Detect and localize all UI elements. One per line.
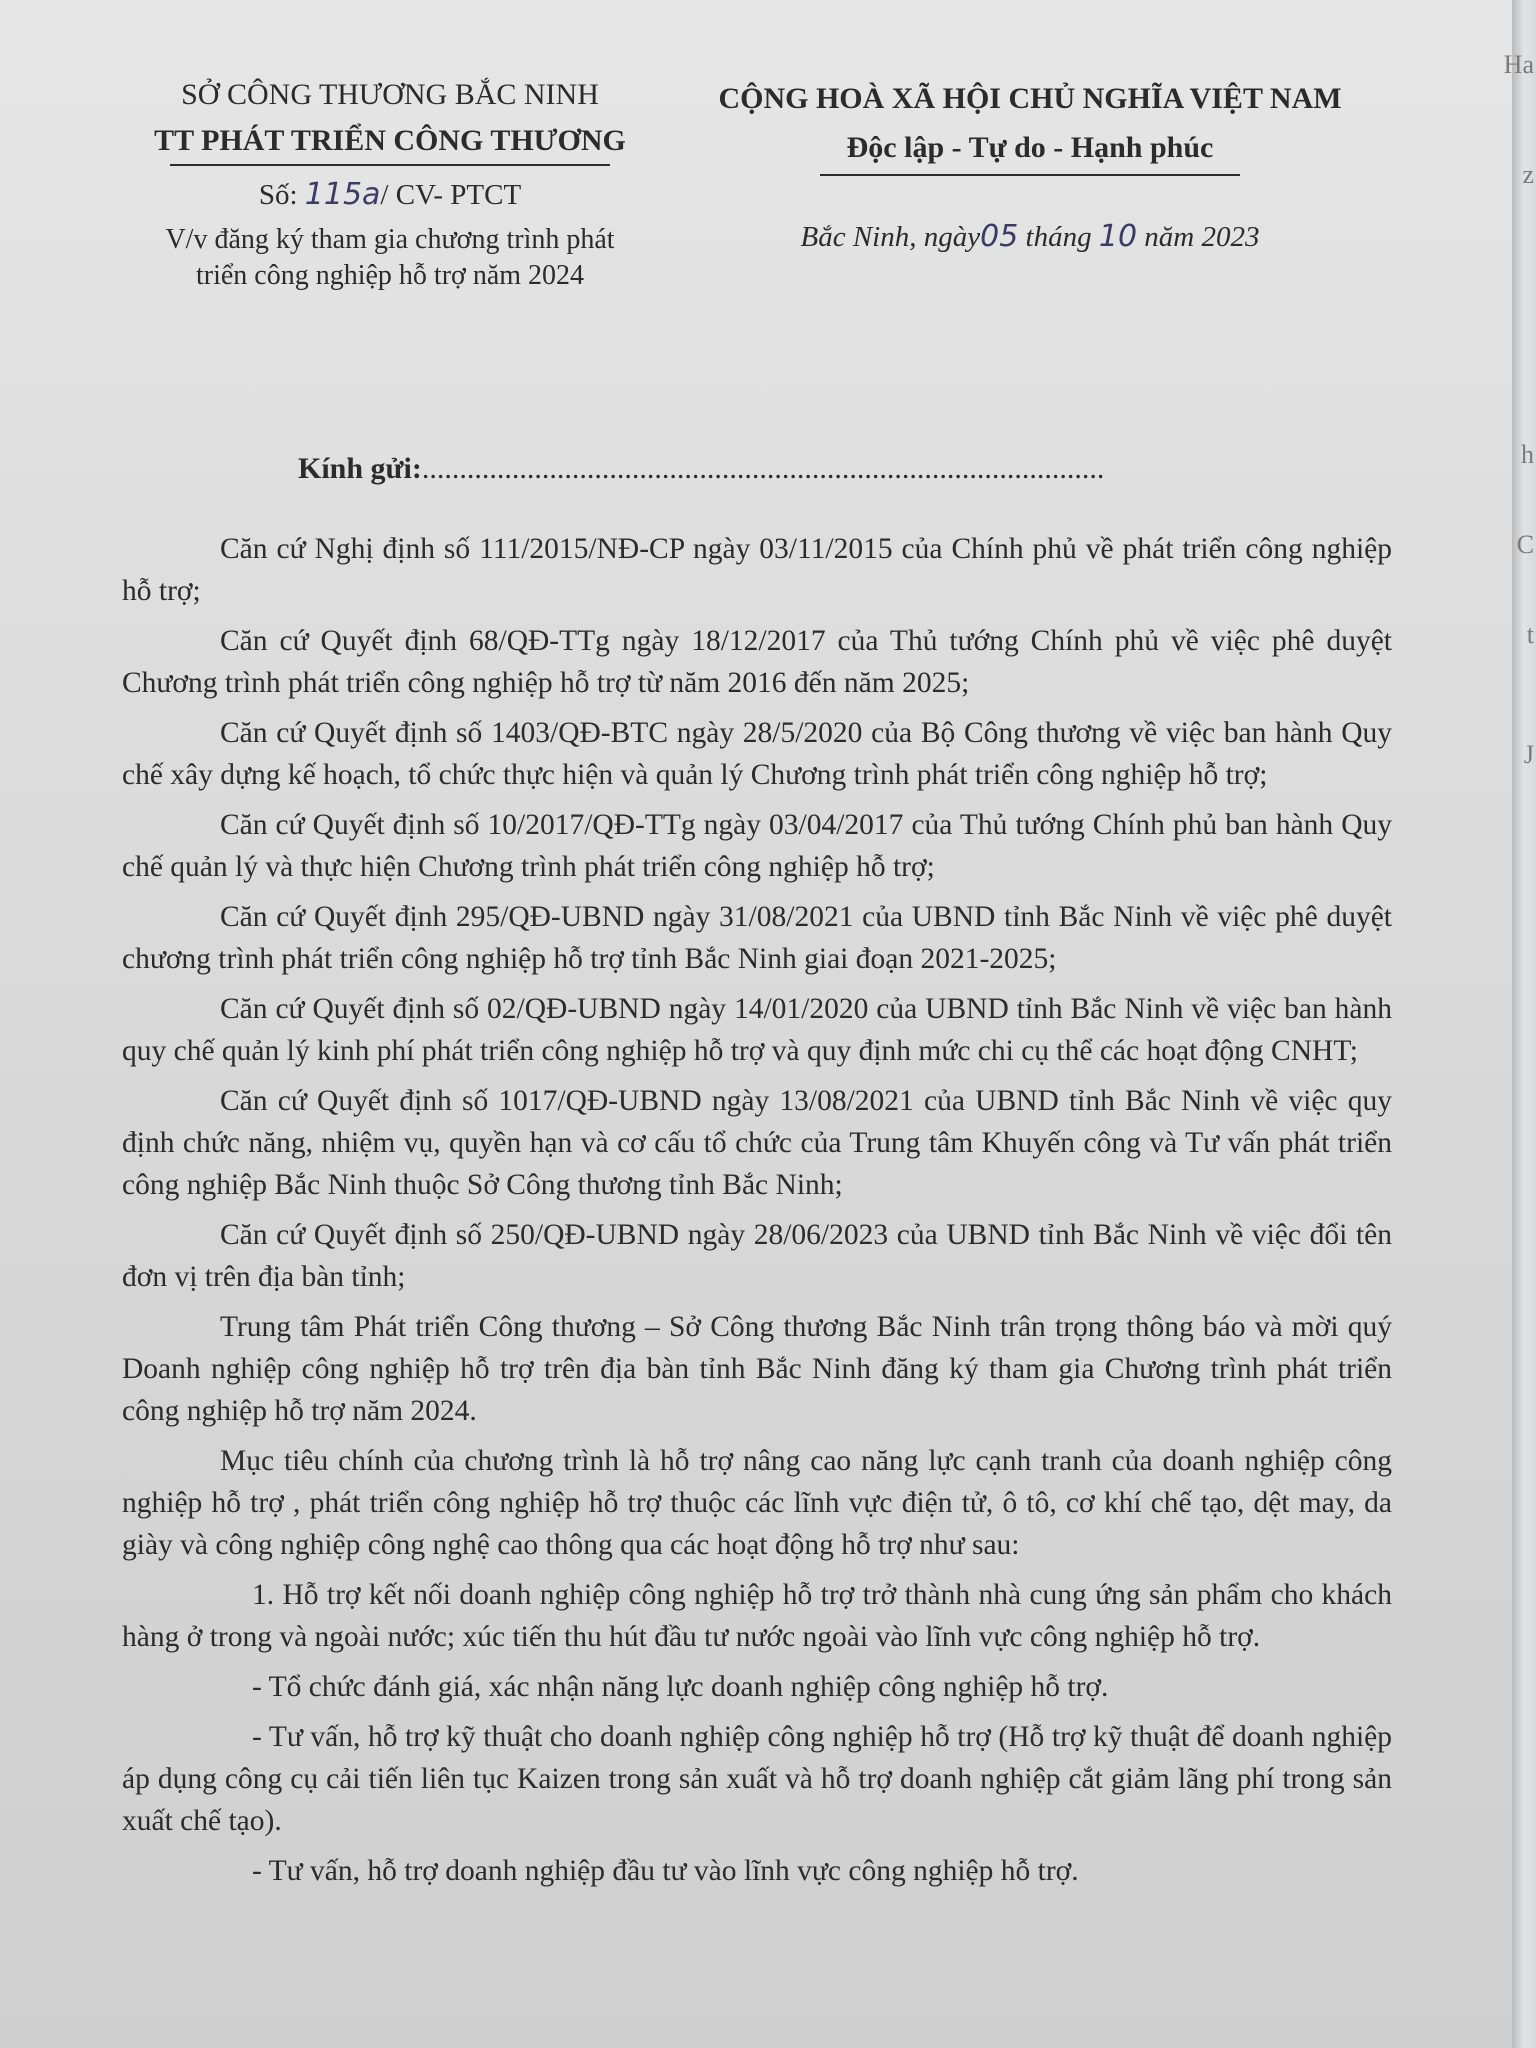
ref-number-handwritten: 115a [304,177,381,212]
date-day-handwritten: 05 [980,219,1019,254]
edge-fragment: z [1522,160,1534,189]
header-underline-right [820,174,1240,176]
parent-agency-name: SỞ CÔNG THƯƠNG BẮC NINH [181,78,599,111]
date-year: năm 2023 [1137,221,1260,253]
subject-line-1: V/v đăng ký tham gia chương trình phát [165,224,615,255]
document-reference [110,172,670,218]
place-and-date [700,214,1360,260]
document-body [122,528,1392,1900]
list-item-1: 1. Hỗ trợ kết nối doanh nghiệp công nghiệp hỗ trợ trở thành nhà cung ứng sản phẩm cho khách hàng ở trong và ngoài nước; xúc tiến thu hút đầu tư nước ngoài vào lĩnh vực công nghiệp hỗ trợ. [122,1579,1392,1653]
recipient-line [298,452,1104,486]
national-title: CỘNG HOÀ XÃ HỘI CHỦ NGHĨA VIỆT NAM [718,82,1342,115]
date-prefix: Bắc Ninh, ngày [800,221,981,253]
bullet-item-3: - Tư vấn, hỗ trợ doanh nghiệp đầu tư vào lĩnh vực công nghiệp hỗ trợ. [252,1855,1079,1887]
edge-fragment: t [1526,620,1534,649]
header-underline-left [170,164,610,166]
edge-fragment: h [1521,440,1534,469]
paragraph-legal-basis-2: Căn cứ Quyết định 68/QĐ-TTg ngày 18/12/2017 của Thủ tướng Chính phủ về việc phê duyệt Chương trình phát triển công nghiệp hỗ trợ từ năm 2016 đến năm 2025; [122,625,1392,699]
next-page-edge [1503,0,1536,2048]
bullet-item-2: - Tư vấn, hỗ trợ kỹ thuật cho doanh nghiệp công nghiệp hỗ trợ (Hỗ trợ kỹ thuật để doanh nghiệp áp dụng công cụ cải tiến liên tục Kaizen trong sản xuất và hỗ trợ doanh nghiệp cắt giảm lãng phí trong sản xuất chế tạo). [122,1721,1392,1837]
recipient-dots: ........................................................................................... [421,452,1105,485]
date-month-handwritten: 10 [1098,219,1138,254]
paragraph-objective: Mục tiêu chính của chương trình là hỗ trợ nâng cao năng lực cạnh tranh của doanh nghiệp công nghiệp hỗ trợ , phát triển công nghiệp hỗ trợ thuộc các lĩnh vực điện tử, ô tô, cơ khí chế tạo, dệt may, da giày và công nghiệp công nghệ cao thông qua các hoạt động hỗ trợ như sau: [122,1445,1392,1561]
paragraph-legal-basis-7: Căn cứ Quyết định số 1017/QĐ-UBND ngày 13/08/2021 của UBND tỉnh Bắc Ninh về việc quy định chức năng, nhiệm vụ, quyền hạn và cơ cấu tổ chức của Trung tâm Khuyến công và Tư vấn phát triển công nghiệp Bắc Ninh thuộc Sở Công thương tỉnh Bắc Ninh; [122,1085,1392,1201]
ref-prefix: Số: [258,179,305,211]
ref-suffix: / CV- PTCT [380,179,522,211]
document-subject [110,222,670,294]
edge-fragment: C [1516,530,1534,559]
recipient-label: Kính gửi: [298,452,422,485]
edge-fragment: Ha [1503,50,1534,79]
paragraph-legal-basis-4: Căn cứ Quyết định số 10/2017/QĐ-TTg ngày 03/04/2017 của Thủ tướng Chính phủ ban hành Quy chế quản lý và thực hiện Chương trình phát triển công nghiệp hỗ trợ; [122,809,1392,883]
edge-fragment: J [1523,740,1534,769]
paragraph-legal-basis-3: Căn cứ Quyết định số 1403/QĐ-BTC ngày 28/5/2020 của Bộ Công thương về việc ban hành Quy chế xây dựng kế hoạch, tổ chức thực hiện và quản lý Chương trình phát triển công nghiệp hỗ trợ; [122,717,1392,791]
subject-line-2: triển công nghiệp hỗ trợ năm 2024 [195,260,585,291]
national-header-block [700,76,1360,260]
paragraph-announcement: Trung tâm Phát triển Công thương – Sở Công thương Bắc Ninh trân trọng thông báo và mời quý Doanh nghiệp công nghiệp hỗ trợ trên địa bàn tỉnh Bắc Ninh đăng ký tham gia Chương trình phát triển công nghiệp hỗ trợ năm 2024. [122,1311,1392,1427]
paragraph-legal-basis-5: Căn cứ Quyết định 295/QĐ-UBND ngày 31/08/2021 của UBND tỉnh Bắc Ninh về việc phê duyệt chương trình phát triển công nghiệp hỗ trợ tỉnh Bắc Ninh giai đoạn 2021-2025; [122,901,1392,975]
date-month-label: tháng [1018,221,1099,253]
paragraph-legal-basis-6: Căn cứ Quyết định số 02/QĐ-UBND ngày 14/01/2020 của UBND tỉnh Bắc Ninh về việc ban hành quy chế quản lý kinh phí phát triển công nghiệp hỗ trợ và quy định mức chi cụ thể các hoạt động CNHT; [122,993,1392,1067]
issuing-unit-name: TT PHÁT TRIỂN CÔNG THƯƠNG [154,124,626,157]
paragraph-legal-basis-8: Căn cứ Quyết định số 250/QĐ-UBND ngày 28/06/2023 của UBND tỉnh Bắc Ninh về việc đổi tên đơn vị trên địa bàn tỉnh; [122,1219,1392,1293]
paragraph-legal-basis-1: Căn cứ Nghị định số 111/2015/NĐ-CP ngày 03/11/2015 của Chính phủ về phát triển công nghiệp hỗ trợ; [122,533,1392,607]
national-motto: Độc lập - Tự do - Hạnh phúc [846,131,1214,164]
issuing-agency-block [110,72,670,294]
bullet-item-1: - Tổ chức đánh giá, xác nhận năng lực doanh nghiệp công nghiệp hỗ trợ. [252,1671,1109,1703]
